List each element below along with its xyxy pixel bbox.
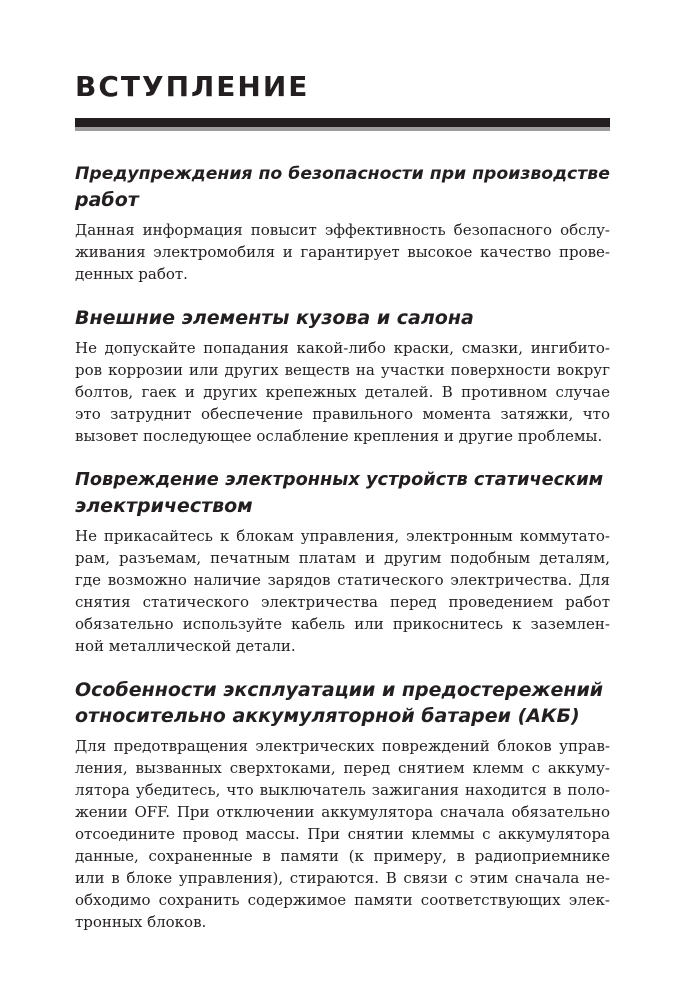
heading-line: Особенности эксплуатации и предостережений (75, 679, 604, 701)
body-line: или в блоке управления), стираются. В связи с этим сначала не- (75, 869, 610, 887)
body-line: Не прикасайтесь к блокам управления, электронным коммутато- (75, 527, 610, 545)
section-body (75, 525, 610, 657)
heading-line: Повреждение электронных устройств статическим (75, 470, 604, 490)
heading-line: работ (75, 189, 139, 211)
section-body (75, 337, 610, 447)
body-line: тронных блоков. (75, 913, 207, 931)
body-line: Для предотвращения электрических повреждений блоков управ- (75, 737, 610, 755)
section-heading (75, 305, 610, 331)
body-line: это затруднит обеспечение правильного момента затяжки, что (75, 405, 610, 423)
section-body (75, 219, 610, 285)
body-line: снятия статического электричества перед проведением работ (75, 593, 610, 611)
chapter-title: ВСТУПЛЕНИЕ (75, 70, 310, 103)
body-line: денных работ. (75, 265, 188, 283)
section-exterior (75, 305, 610, 447)
section-heading (75, 161, 610, 213)
body-line: отсоедините провод массы. При снятии клеммы с аккумулятора (75, 825, 610, 843)
body-line: Данная информация повысит эффективность безопасного обслу- (75, 221, 610, 239)
heading-line: Внешние элементы кузова и салона (75, 307, 474, 329)
section-safety (75, 161, 610, 285)
body-line: живания электромобиля и гарантирует высокое качество прове- (75, 243, 610, 261)
body-line: ров коррозии или других веществ на участки поверхности вокруг (75, 361, 610, 379)
body-line: данные, сохраненные в памяти (к примеру, в радиоприемнике (75, 847, 610, 865)
section-heading (75, 677, 610, 729)
title-rule (75, 118, 610, 131)
section-heading (75, 467, 610, 519)
title-rule-dark (75, 118, 610, 127)
body-line: обходимо сохранить содержимое памяти соответствующих элек- (75, 891, 610, 909)
body-line: Не допускайте попадания какой-либо краски, смазки, ингибито- (75, 339, 610, 357)
body-line: рам, разъемам, печатным платам и другим подобным деталям, (75, 549, 610, 567)
body-line: где возможно наличие зарядов статического электричества. Для (75, 571, 610, 589)
heading-line: Предупреждения по безопасности при производстве (75, 164, 610, 184)
section-body (75, 735, 610, 933)
body-line: обязательно используйте кабель или прикоснитесь к заземлен- (75, 615, 610, 633)
heading-line: относительно аккумуляторной батареи (АКБ) (75, 705, 580, 727)
section-battery (75, 677, 610, 933)
body-line: жении OFF. При отключении аккумулятора сначала обязательно (75, 803, 610, 821)
section-static (75, 467, 610, 657)
body-line: болтов, гаек и других крепежных деталей. В противном случае (75, 383, 610, 401)
body-line: ления, вызванных сверхтоками, перед снятием клемм с аккуму- (75, 759, 610, 777)
title-rule-light (75, 127, 610, 131)
body-line: лятора убедитесь, что выключатель зажигания находится в поло- (75, 781, 610, 799)
page (75, 68, 610, 933)
heading-line: электричеством (75, 495, 253, 517)
body-line: ной металлической детали. (75, 637, 296, 655)
body-line: вызовет последующее ослабление крепления и другие проблемы. (75, 427, 603, 445)
